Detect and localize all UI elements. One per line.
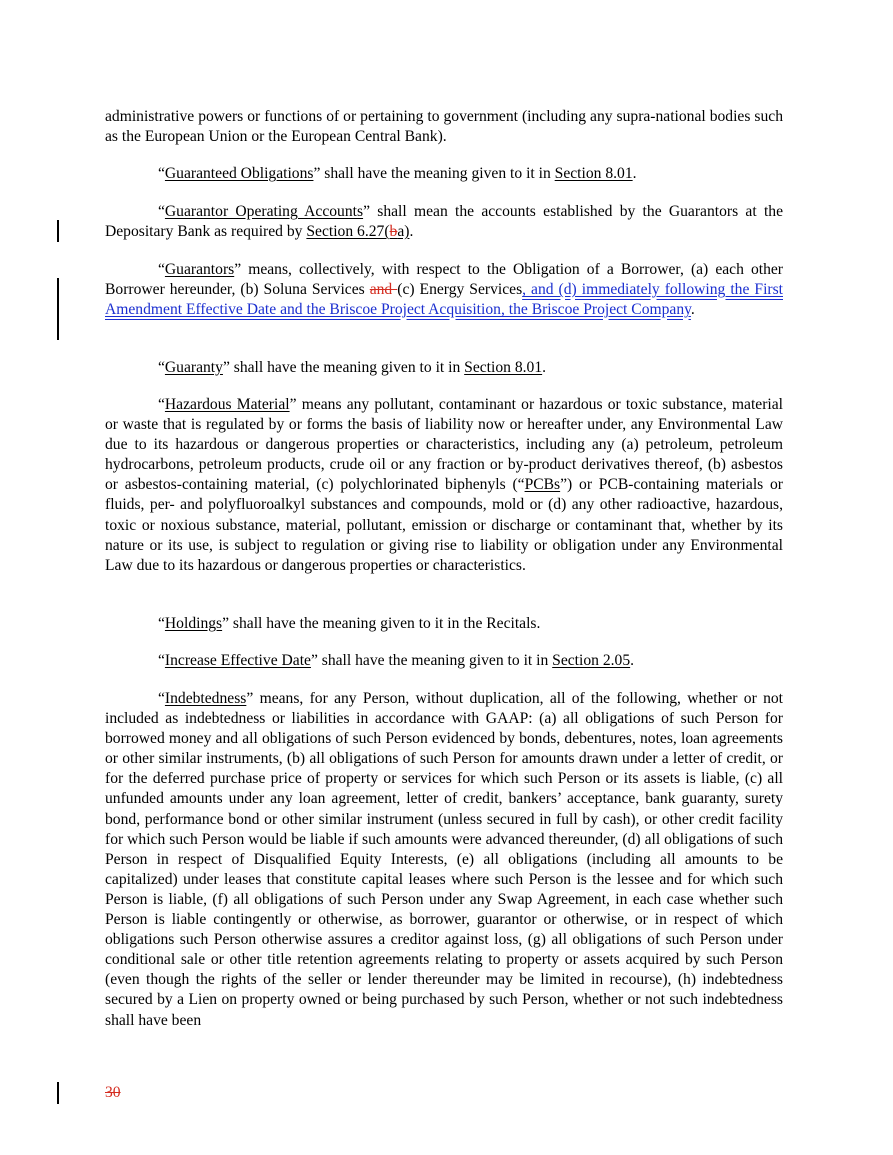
definition-guaranty bbox=[105, 358, 783, 378]
defined-term: Guaranteed Obligations bbox=[164, 165, 314, 182]
quote-open: “ bbox=[158, 615, 165, 632]
definition-guarantor-operating-accounts bbox=[105, 202, 783, 242]
defined-term: PCBs bbox=[524, 476, 561, 494]
definition-indebtedness bbox=[105, 689, 783, 1031]
definition-text: ” means, for any Person, without duplication, all of the following, whether or not included as indebtedness or liabilities in accordance with GAAP: (a) all obligations of such Person for borrowed money and all obligations of such Person evidenced by bonds, debentures, notes, loan agreements or other similar instruments, (b) all obligations of such Person for amounts drawn under a letter of credit, or for the deferred purchase price of property or services for which such Person or its assets is liable, (c) all unfunded amounts under any loan agreement, letter of credit, bankers’ acceptance, bank guaranty, surety bond, performance bond or other similar instrument (unless secured in full by cash), or other credit facility for which such Person would be liable if such amounts were advanced thereunder, (d) all obligations of such Person in respect of Disqualified Equity Interests, (e) all obligations (including all amounts to be capitalized) under leases that constitute capital leases where such Person is the lessee and for which such Person is liable, (f) all obligations of such Person under any Swap Agreement, in each case whether such Person is liable contingently or otherwise, as borrower, guarantor or otherwise, or in respect of which obligations such Person otherwise assures a creditor against loss, (g) all obligations of such Person under conditional sale or other title retention agreements relating to property or assets acquired by such Person (even though the rights of the seller or lender thereunder may be limited in recourse), (h) indebtedness secured by a Lien on property owned or being purchased by such Person, whether or not such indebtedness shall have been bbox=[105, 690, 783, 1029]
quote-open: “ bbox=[158, 396, 165, 413]
definition-text: ” means, collectively, with respect to the Obligation of a Borrower, (a) each other Borrower hereunder, (b) Soluna Services bbox=[105, 261, 783, 299]
defined-term: Hazardous Material bbox=[164, 396, 290, 413]
section-reference: Section 8.01 bbox=[464, 359, 543, 376]
quote-open: “ bbox=[158, 203, 165, 220]
definition-hazardous-material bbox=[105, 395, 783, 576]
period: . bbox=[632, 165, 637, 182]
intro-text: administrative powers or functions of or pertaining to government (including any supra-national bodies such as the European Union or the European Central Bank). bbox=[105, 108, 783, 146]
quote-open: “ bbox=[158, 359, 165, 376]
definition-holdings bbox=[105, 614, 783, 634]
defined-term: Guarantor Operating Accounts bbox=[164, 203, 364, 220]
change-bar bbox=[57, 1082, 59, 1104]
inserted-text: , and (d) immediately following the First Amendment Effective Date and the Briscoe Project Acquisition, the Briscoe Project Company bbox=[105, 281, 783, 319]
quote-open: “ bbox=[158, 165, 165, 182]
change-bar bbox=[57, 278, 59, 340]
section-reference-start: Section 6.27( bbox=[306, 223, 390, 241]
change-bar bbox=[57, 220, 59, 242]
definition-text: ” shall have the meaning given to it in bbox=[313, 165, 555, 182]
defined-term: Increase Effective Date bbox=[164, 652, 311, 669]
period: . bbox=[630, 652, 635, 669]
period: . bbox=[542, 359, 547, 376]
definition-text: ” shall have the meaning given to it in bbox=[222, 359, 465, 376]
section-reference: Section 2.05 bbox=[552, 652, 631, 669]
definition-text: ”) or PCB-containing materials or fluids, per- and polyfluoroalkyl substances and compounds, mold or (d) any other radioactive, hazardous, toxic or noxious substance, material, pollutant, emission or discharge or contaminant that, whether by its nature or its use, is subject to regulation or giving rise to liability or obligation under any Environmental Law due to its hazardous or dangerous properties or characteristics. bbox=[105, 476, 783, 574]
page-number: 30 bbox=[105, 1084, 121, 1101]
definition-text: ” shall have the meaning given to it in the Recitals. bbox=[222, 615, 541, 632]
section-reference: Section 8.01 bbox=[554, 165, 633, 182]
defined-term: Indebtedness bbox=[164, 690, 247, 707]
definition-guarantors bbox=[105, 260, 783, 320]
definition-text: ” shall mean the accounts established by the Guarantors at the Depositary Bank as required by bbox=[105, 203, 783, 241]
deleted-text: b bbox=[389, 223, 398, 241]
definition-text: ” shall have the meaning given to it in bbox=[310, 652, 553, 669]
quote-open: “ bbox=[158, 690, 165, 707]
section-reference bbox=[306, 223, 409, 240]
intro-paragraph bbox=[105, 107, 783, 147]
quote-open: “ bbox=[158, 652, 165, 669]
period: . bbox=[409, 223, 414, 241]
defined-term: Holdings bbox=[164, 615, 223, 632]
definition-text: ” means any pollutant, contaminant or hazardous or toxic substance, material or waste that is regulated by or forms the basis of liability now or hereafter under, any Environmental Law due to its hazardous or dangerous properties or characteristics, including any (a) petroleum, petroleum hydrocarbons, petroleum products, crude oil or any fraction or by-product derivatives thereof, (b) asbestos or asbestos-containing material, (c) polychlorinated biphenyls (“ bbox=[105, 396, 783, 494]
section-reference-end: a) bbox=[397, 223, 410, 241]
quote-open: “ bbox=[158, 261, 165, 278]
deleted-text: and bbox=[369, 281, 398, 299]
defined-term: Guarantors bbox=[164, 261, 235, 278]
definition-guaranteed-obligations bbox=[105, 164, 783, 184]
definition-increase-effective-date bbox=[105, 651, 783, 671]
period: . bbox=[690, 301, 695, 319]
defined-term: Guaranty bbox=[164, 359, 223, 376]
definition-text: (c) Energy Services bbox=[397, 281, 523, 299]
